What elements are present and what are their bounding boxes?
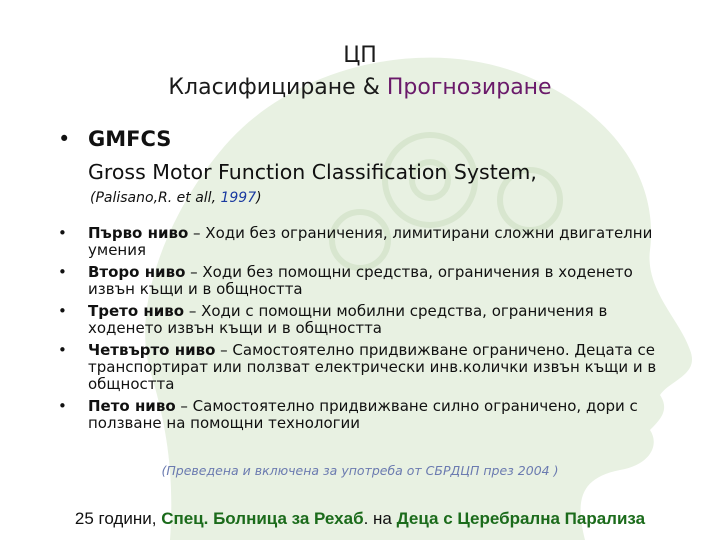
footer-connector: . на <box>363 509 397 528</box>
list-item <box>58 303 678 337</box>
title-accent: Прогнозиране <box>386 75 552 100</box>
list-item <box>58 342 678 393</box>
title-line-1: ЦП <box>343 43 377 68</box>
reference-prefix: (Palisano,R. et all, <box>90 190 221 206</box>
slide-title <box>0 40 720 104</box>
level-description: – Самостоятелно придвижване ограничено. Децата се транспортират или ползват електрически инв.колички извън къщи и в общността <box>88 341 657 393</box>
reference-year: 1997 <box>220 190 257 206</box>
bullet-icon: • <box>58 263 67 281</box>
level-name: Четвърто ниво <box>88 341 216 359</box>
title-line-2 <box>0 72 720 104</box>
title-prefix: Класифициране & <box>168 75 387 100</box>
translation-note: (Преведена и включена за употреба от СБРДЦП през 2004 ) <box>161 463 559 478</box>
gmfcs-reference <box>90 190 262 206</box>
levels-list <box>58 225 678 437</box>
bullet-icon: • <box>58 397 67 415</box>
level-description: – Самостоятелно придвижване силно ограничено, дори с ползване на помощни технологии <box>88 397 638 432</box>
list-item <box>58 398 678 432</box>
footer-patients: Деца с Церебрална Парализа <box>396 509 646 528</box>
level-description: – Ходи без помощни средства, ограничения в ходенето извън къщи и в общността <box>88 263 633 298</box>
list-item <box>58 264 678 298</box>
gmfcs-full-name: Gross Motor Function Classification System, <box>88 160 537 184</box>
reference-suffix: ) <box>256 190 262 206</box>
bullet-icon: • <box>58 302 67 320</box>
bullet-icon: • <box>58 127 71 151</box>
bullet-icon: • <box>58 341 67 359</box>
level-description: – Ходи без ограничения, лимитирани сложни двигателни умения <box>88 224 653 259</box>
level-name: Второ ниво <box>88 263 186 281</box>
list-item <box>58 225 678 259</box>
footer-years: 25 години, <box>74 509 157 528</box>
gmfcs-heading: GMFCS <box>88 127 172 151</box>
bullet-icon: • <box>58 224 67 242</box>
footer <box>0 509 720 529</box>
level-name: Пето ниво <box>88 397 176 415</box>
footer-hospital: Спец. Болница за Рехаб <box>161 509 364 528</box>
level-description: – Ходи с помощни мобилни средства, ограничения в ходенето извън къщи и в общността <box>88 302 608 337</box>
level-name: Първо ниво <box>88 224 189 242</box>
level-name: Трето ниво <box>88 302 185 320</box>
